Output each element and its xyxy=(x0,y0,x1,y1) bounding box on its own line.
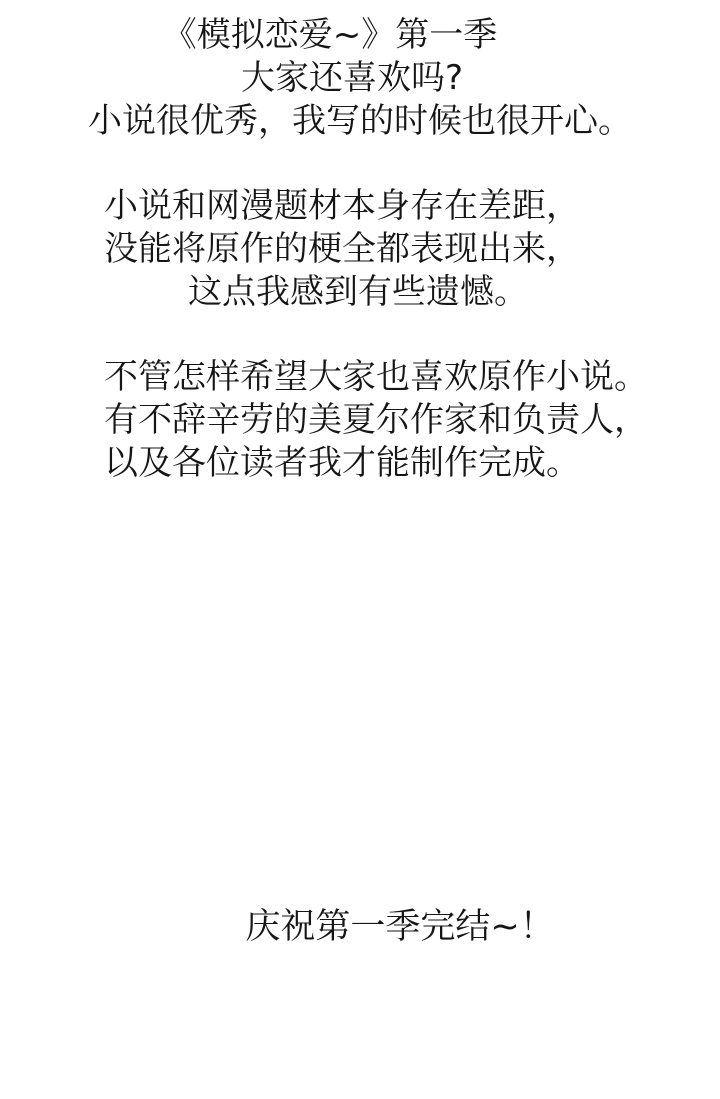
afterword-title-block xyxy=(0,0,720,143)
afterword-line: 小说很优秀，我写的时候也很开心。 xyxy=(88,101,632,141)
afterword-line: 没能将原作的梗全都表现出来， xyxy=(104,229,580,269)
afterword-line: 不管怎样希望大家也喜欢原作小说。 xyxy=(104,357,648,397)
afterword-line: 以及各位读者我才能制作完成。 xyxy=(104,443,580,483)
afterword-paragraph xyxy=(0,185,720,314)
afterword-subtitle-line: 大家还喜欢吗? xyxy=(240,58,464,98)
footer-line: 庆祝第一季完结~！ xyxy=(245,907,555,947)
afterword-paragraph xyxy=(0,356,720,485)
afterword-line: 有不辞辛劳的美夏尔作家和负责人， xyxy=(104,400,648,440)
afterword-line: 小说和网漫题材本身存在差距， xyxy=(104,186,580,226)
afterword-line: 这点我感到有些遗憾。 xyxy=(188,272,528,312)
afterword-title-line: 《模拟恋爱~》第一季 xyxy=(162,15,498,55)
